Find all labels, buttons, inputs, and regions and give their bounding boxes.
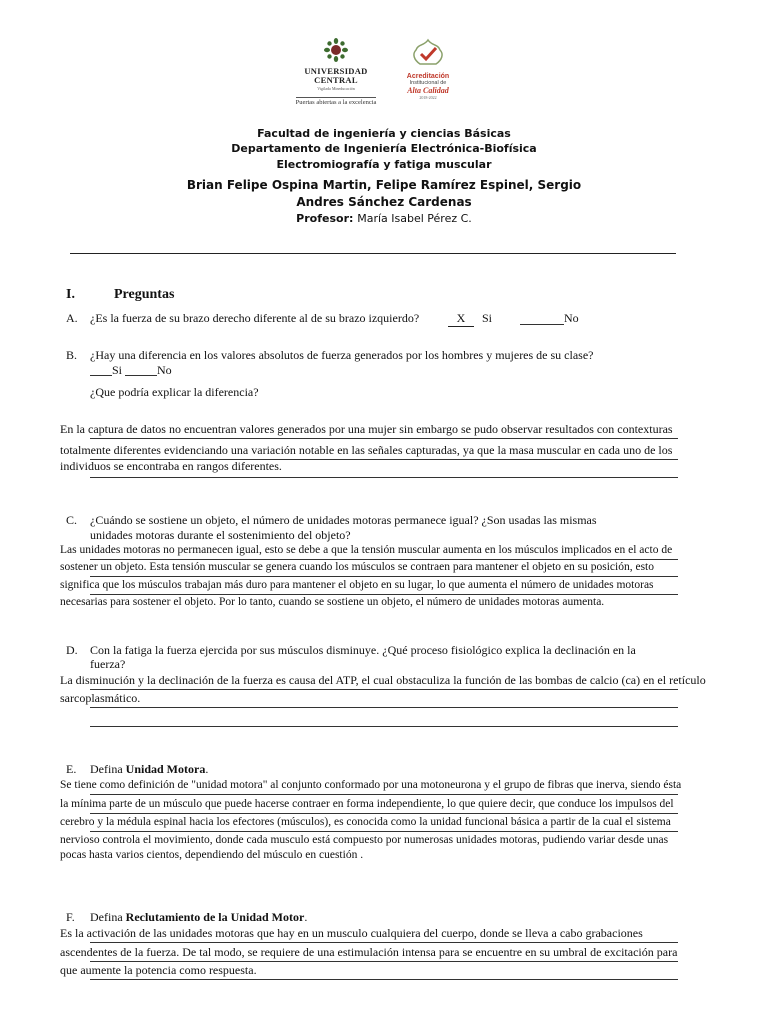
question-f-text (90, 910, 307, 925)
accreditation-text-3: Alta Calidad (407, 86, 449, 95)
answer-c-line-3: significa que los músculos trabajan más duro para mantener el objeto en su lugar, lo que aumenta el número de unidades motoras (60, 579, 654, 591)
authors-line-1: Brian Felipe Ospina Martin, Felipe Ramírez Espinel, Sergio (186, 178, 582, 192)
answer-rule (90, 689, 678, 690)
authors-line-2: Andres Sánchez Cardenas (296, 195, 472, 209)
question-b-text: ¿Hay una diferencia en los valores absolutos de fuerza generados por los hombres y mujeres de su clase? (90, 348, 594, 362)
university-name-2: CENTRAL (314, 75, 358, 85)
university-motto: Vigilada Mineducación (317, 86, 355, 91)
question-f-label: F. (66, 910, 75, 924)
question-e-text (90, 762, 208, 777)
question-b-label: B. (66, 348, 78, 362)
answer-rule (90, 477, 678, 478)
question-d-text-1: Con la fatiga la fuerza ejercida por sus músculos disminuye. ¿Qué proceso fisiológico explica la declinación en la (90, 643, 636, 657)
question-a-si: Si (482, 311, 493, 325)
question-a-label: A. (66, 311, 78, 325)
answer-b-line-3: individuos se encontraba en rangos diferentes. (60, 459, 282, 473)
answer-rule (90, 726, 678, 727)
answer-d-line-2: sarcoplasmático. (60, 691, 141, 705)
question-c-text-2: unidades motoras durante el sostenimiento del objeto? (90, 528, 351, 542)
question-b-no-blank (125, 375, 157, 376)
question-f-term: Reclutamiento de la Unidad Motor (125, 910, 305, 924)
answer-rule (90, 707, 678, 708)
answer-b-line-1: En la captura de datos no encuentran valores generados por una mujer sin embargo se pudo observar resultados con contexturas (60, 422, 673, 436)
section-number: I. (66, 287, 75, 302)
department-title: Departamento de Ingeniería Electrónica-Biofísica (231, 142, 537, 155)
question-b-si: Si (112, 363, 123, 377)
answer-e-line-2: la mínima parte de un músculo que puede hacerse contraer en forma independiente, lo que quiere decir, que conduce los impulsos del (60, 798, 674, 810)
accreditation-years: 2018-2022 (419, 95, 437, 100)
answer-rule (90, 979, 678, 980)
question-e-text-post: . (205, 762, 209, 776)
universidad-central-logo (288, 38, 384, 110)
answer-b-line-2: totalmente diferentes evidenciando una variación notable en las señales capturadas, ya que la masa muscular en cada uno de los (60, 443, 673, 457)
accreditation-text-2: Institucional de (409, 80, 447, 86)
question-a-no-blank (520, 324, 564, 325)
answer-e-line-1: Se tiene como definición de "unidad motora" al conjunto conformado por una motoneurona y el grupo de fibras que inerva, siendo ésta (60, 779, 682, 791)
question-b-no: No (157, 363, 172, 377)
question-f-text-pre: Defina (90, 910, 126, 924)
answer-f-line-3: que aumente la potencia como respuesta. (60, 963, 257, 977)
section-title: Preguntas (114, 287, 175, 302)
answer-c-line-2: sostener un objeto. Esta tensión muscular se genera cuando los músculos se contraen para mantener el objeto en su posición, esto (60, 561, 655, 573)
header-divider (70, 253, 676, 254)
answer-e-line-3: cerebro y la médula espinal hacia los efectores (músculos), es conocida como la unidad funcional básica a partir de la cual el sistema (60, 816, 671, 828)
question-f-text-post: . (304, 910, 308, 924)
question-e-term: Unidad Motora (125, 762, 206, 776)
answer-f-line-1: Es la activación de las unidades motoras que hay en un musculo cualquiera del cuerpo, donde se lleva a cabo grabaciones (60, 926, 643, 940)
question-a-mark (448, 311, 474, 327)
accreditation-seal-icon (408, 38, 448, 68)
professor-label: Profesor: (296, 212, 354, 225)
accreditation-text-1: Acreditación (406, 73, 450, 80)
faculty-title: Facultad de ingeniería y ciencias Básicas (257, 127, 511, 140)
question-b-si-blank (90, 375, 112, 376)
answer-c-line-4: necesarias para sostener el objeto. Por lo tanto, cuando se sostiene un objeto, el número de unidades motoras aumenta. (60, 596, 605, 608)
answer-f-line-2: ascendentes de la fuerza. De tal modo, se requiere de una estimulación intensa para se encuentre en su umbral de excitación para (60, 945, 678, 959)
question-a-mark-value: X (448, 311, 474, 327)
answer-e-line-4: nervioso controla el movimiento, donde cada musculo está compuesto por numerosas unidades motoras, pudiendo variar desde unas (60, 834, 669, 846)
question-a-text: ¿Es la fuerza de su brazo derecho diferente al de su brazo izquierdo? (90, 311, 420, 325)
university-slogan: Puertas abiertas a la excelencia (295, 99, 377, 106)
question-c-text-1: ¿Cuándo se sostiene un objeto, el número de unidades motoras permanece igual? ¿Son usadas las mismas (90, 513, 597, 527)
university-name-1: UNIVERSIDAD (304, 66, 368, 76)
professor-line (0, 212, 768, 225)
question-b-followup: ¿Que podría explicar la diferencia? (90, 385, 259, 399)
question-a-no: No (564, 311, 579, 325)
question-d-label: D. (66, 643, 78, 657)
answer-d-line-1: La disminución y la declinación de la fuerza es causa del ATP, el cual obstaculiza la función de las bombas de calcio (ca) en el retículo (60, 673, 706, 687)
question-e-text-pre: Defina (90, 762, 126, 776)
answer-e-line-5: pocas hasta varios cientos, dependiendo del músculo en cuestión . (60, 849, 364, 861)
section-heading (66, 287, 175, 303)
question-e-label: E. (66, 762, 77, 776)
topic-title: Electromiografía y fatiga muscular (276, 158, 492, 171)
answer-c-line-1: Las unidades motoras no permanecen igual, esto se debe a que la tensión muscular aumenta en los músculos implicados en el acto de (60, 544, 673, 556)
question-c-label: C. (66, 513, 78, 527)
answer-rule (90, 438, 678, 439)
university-crest-icon (323, 38, 349, 62)
professor-name: María Isabel Pérez C. (357, 212, 472, 225)
question-d-text-2: fuerza? (90, 657, 126, 671)
accreditation-logo (398, 38, 458, 104)
